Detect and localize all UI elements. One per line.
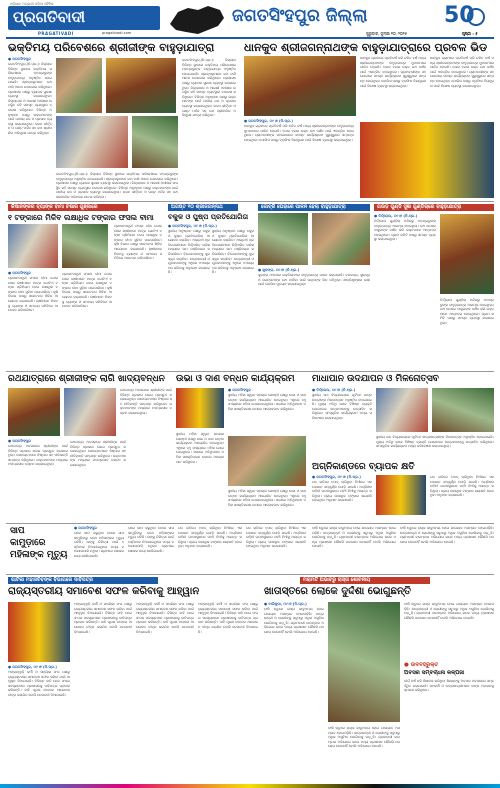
s8-headline: ଉଭା ଓ ଦାଣ ବନ୍ଧନ କାର୍ଯ୍ୟକ୍ରମ bbox=[176, 374, 295, 384]
color-registration-strip bbox=[0, 784, 500, 788]
odisha-map-icon bbox=[168, 4, 226, 36]
s7-headline: ରଥଯାତ୍ରାରେ ଶ୍ରୀଜୀଙ୍କ ଲାଗି ଖାଦ୍ୟବନ୍ଧନ bbox=[8, 374, 165, 384]
s13-body-col3: ବର୍ଷା ଋତୁରେ ରାସ୍ତା କାଦୁଅମୟ ହୋଇ ଯାତାୟାତ ଅସମ୍ଭବ ହୋଇପଡ଼ିଛି। ଛାତ୍ରଛାତ୍ରୀ ଓ ରୋଗୀଙ୍କୁ ସବୁଠାରୁ ଅଧିକ ଅସୁବିଧା ଭୋଗିବାକୁ ପଡ଼ୁଛି। ଗ୍ରାମବାସୀ ବାରମ୍ବାର ଅଭିଯୋଗ କଲେ ମଧ୍ୟ ପ୍ରଶାସନ କୌଣସି ପଦକ୍ଷେପ ନେଉନାହିଁ ବୋଲି ଅଭିଯୋଗ ହୋଇଛି। bbox=[404, 602, 494, 620]
s4-byline: ● ଜଗତସିଂହପୁର, ୦୯।୭ (ନି.ପ୍ର.) bbox=[168, 224, 217, 228]
s9-body-col1: ସ୍ଥାନୀୟ ଉଚ୍ଚ ବିଦ୍ୟାଳୟରେ ପୂର୍ବତନ ଛାତ୍ରଛାତ୍ରୀଙ୍କ ମିଳନୋତ୍ସବ ଅନୁଷ୍ଠିତ ହୋଇଯାଇଛି। ମୁଖ୍ୟ ଅତିଥି ଭାବେ ବିଶିଷ୍ଟ ବ୍ୟକ୍ତି ଯୋଗଦେଇ ଛାତ୍ରମାନଙ୍କୁ ଉତ୍ସାହିତ କରିଥିଲେ। ସାଂସ୍କୃତିକ କାର୍ଯ୍ୟକ୍ରମ ମଧ୍ୟ ପରିବେଷଣ କରାଯାଇଥିଲା। bbox=[312, 393, 372, 420]
s9-photo-students bbox=[432, 388, 494, 432]
s10-byline: ● ଜଗତସିଂହପୁର, ୦୯।୭ (ନି.ପ୍ର.) bbox=[312, 475, 361, 479]
s12-kicker: ପାଟିକା ମହାସଚିବଙ୍କ ବିଭାଗରେ ଦାବିପତ୍ର bbox=[8, 577, 158, 584]
s7-photo-food bbox=[8, 388, 60, 436]
s2-body-col3: ଧାନକୁଦ ଗ୍ରାମରେ ପ୍ରତିବର୍ଷ ପରି ଚଳିତ ବର୍ଷ ମଧ୍ୟ ଶ୍ରୀଜଗନ୍ନାଥଙ୍କ ବାହୁଡ଼ାଯାତ୍ରା ଧୁମଧାମରେ ପାଳିତ ହୋଇଛି। ହଜାର ହଜାର ଭକ୍ତ ରଥ ଦର୍ଶନ ପାଇଁ ଏକତ୍ରିତ ହୋଇଥିଲେ। ଗ୍ରାମବାସୀଙ୍କ ସହଯୋଗରେ ସମସ୍ତ କାର୍ଯ୍ୟକ୍ରମ ସୁରୁଖୁରୁରେ ସମ୍ପନ୍ନ ହୋଇଥିଲା। ପୋଲିସ ପକ୍ଷରୁ ଟ୍ରାଫିକ ନିୟନ୍ତ୍ରଣ ପାଇଁ ବିଶେଷ ବ୍ୟବସ୍ଥା କରାଯାଇଥିଲା। bbox=[244, 124, 354, 142]
s5-body: କୁଜଙ୍ଗ ଅଞ୍ଚଳରେ ଭକ୍ତିଭାବରେ ବାହୁଡ଼ାଯାତ୍ରା ପାଳନ କରାଯାଇଛି। ବଳଭଦ୍ର, ସୁଭଦ୍ରା ଓ ଜଗନ୍ନାଥଙ୍କ ରଥ ଟାଣିବା ପାଇଁ ଭକ୍ତଙ୍କ ଭିଡ ଜମିଥିଲା। ଶାନ୍ତିଶୃଙ୍ଖଳା ରକ୍ଷା ପାଇଁ ପୋଲିସ ମୁତୟନ କରାଯାଇଥିଲା। bbox=[258, 273, 370, 287]
s13-photo-road bbox=[328, 602, 400, 722]
s1-photo-officials bbox=[56, 116, 128, 168]
s13-body-col1: ବର୍ଷା ଋତୁରେ ରାସ୍ତା କାଦୁଅମୟ ହୋଇ ଯାତାୟାତ ଅସମ୍ଭବ ହୋଇପଡ଼ିଛି। ଛାତ୍ରଛାତ୍ରୀ ଓ ରୋଗୀଙ୍କୁ ସବୁଠାରୁ ଅଧିକ ଅସୁବିଧା ଭୋଗିବାକୁ ପଡ଼ୁଛି। ଗ୍ରାମବାସୀ ବାରମ୍ବାର ଅଭିଯୋଗ କଲେ ମଧ୍ୟ ପ୍ରଶାସନ କୌଣସି ପଦକ୍ଷେପ ନେଉନାହିଁ ବୋଲି ଅଭିଯୋଗ ହୋଇଛି। bbox=[264, 607, 324, 634]
s8-body-col3: ସ୍ଥାନୀୟ ମହିଳା ସ୍ୱୟଂ ସହାୟକ ଗୋଷ୍ଠୀ ପକ୍ଷରୁ ଉଭା ଓ ଦାଣ ବନ୍ଧନ କାର୍ଯ୍ୟକ୍ରମ ଆୟୋଜିତ ହୋଇଥିଲା। ଏଥିରେ ବହୁ ସଂଖ୍ୟାରେ ମହିଳା ଯୋଗଦେଇଥିଲେ। ସଭାରେ ଅତିଥିମାନେ ମହିଳା ସଶକ୍ତିକରଣ ଉପରେ ଆଲୋକପାତ କରିଥିଲେ। bbox=[228, 489, 306, 507]
s3-headline: ୧ ଟଙ୍କାରେ ମିଳିବ ଲକ୍ଷାଧିକ ଟଙ୍କାର ଫସଲ ବୀମା bbox=[8, 213, 154, 222]
s12-body-col2: ଅଙ୍ଗନୱାଡ଼ି କର୍ମୀ ଓ ସହାୟିକା ସଂଘ ପକ୍ଷରୁ ରାଜ୍ୟସ୍ତରୀୟ ସମାବେଶ ସଫଳ କରିବା ପାଇଁ ଆହ୍ୱାନ ଦିଆଯାଇଛି। ବିଭିନ୍ନ ଦାବି ନେଇ ସଂଘର ସଦସ୍ୟମାନେ ପ୍ରଶାସନକୁ ଦାବିପତ୍ର ପ୍ରଦାନ କରିଛନ୍ତି। ଦାବି ପୂରଣ ନହେଲେ ଆନ୍ଦୋଳନ ତୀବ୍ର କରାଯିବ ବୋଲି ଚେତାବନୀ ଦିଆଯାଇଛି। bbox=[74, 602, 132, 634]
s13-lead-col2: ବର୍ଷା ଋତୁରେ ରାସ୍ତା କାଦୁଅମୟ ହୋଇ ଯାତାୟାତ ଅସମ୍ଭବ ହୋଇପଡ଼ିଛି। ଛାତ୍ରଛାତ୍ରୀ ଓ ରୋଗୀଙ୍କୁ ସବୁଠାରୁ ଅଧିକ ଅସୁବିଧା ଭୋଗିବାକୁ ପଡ଼ୁଛି। ଗ୍ରାମବାସୀ ବାରମ୍ବାର ଅଭିଯୋଗ କଲେ ମଧ୍ୟ ପ୍ରଶାସନ କୌଣସି ପଦକ୍ଷେପ ନେଉନାହିଁ ବୋଲି ଅଭିଯୋଗ ହୋଇଛି। bbox=[400, 526, 494, 544]
s12-body-col4: ଅଙ୍ଗନୱାଡ଼ି କର୍ମୀ ଓ ସହାୟିକା ସଂଘ ପକ୍ଷରୁ ରାଜ୍ୟସ୍ତରୀୟ ସମାବେଶ ସଫଳ କରିବା ପାଇଁ ଆହ୍ୱାନ ଦିଆଯାଇଛି। ବିଭିନ୍ନ ଦାବି ନେଇ ସଂଘର ସଦସ୍ୟମାନେ ପ୍ରଶାସନକୁ ଦାବିପତ୍ର ପ୍ରଦାନ କରିଛନ୍ତି। ଦାବି ପୂରଣ ନହେଲେ ଆନ୍ଦୋଳନ ତୀବ୍ର କରାଯିବ ବୋଲି ଚେତାବନୀ ଦିଆଯାଇଛି। bbox=[198, 602, 258, 634]
s4-body-col2: ସ୍ଥାନୀୟ ଅନୁଷ୍ଠାନ ପକ୍ଷରୁ ବକୁଳ ଓ ପୁଷ୍ପ ପ୍ରତିଯୋଗିତା ଆୟୋଜନ କରାଯିବ। ଆଗ୍ରହୀ ପ୍ରତିଯୋଗୀମାନେ ନିର୍ଦ୍ଧାରିତ ତାରିଖ ମଧ୍ୟରେ ନାମ ପଞ୍ଜିକରଣ କରିପାରିବେ। ବିଜେତାମାନଙ୍କୁ ପୁରସ୍କୃତ କରାଯିବ। ଛାତ୍ରଛାତ୍ରୀ ଓ ଯୁବକମାନଙ୍କୁ ଏଥିରେ ଅଂଶଗ୍ରହଣ କରିବାକୁ ଅନୁରୋଧ କରାଯାଇଛି। bbox=[212, 229, 254, 275]
s1-body-col2: ଜଗତସିଂହପୁର,(ନି.ପ୍ର.): ଜିଲ୍ଲାର ବିଭିନ୍ନ ସ୍ଥାନରେ ଭକ୍ତିମୟ ପରିବେଶରେ ମହାପ୍ରଭୁଙ୍କ ବାହୁଡ଼ାଯାତ୍ରା ଅନୁଷ୍ଠିତ ହୋଇଯାଇଛି। ଶ୍ରଦ୍ଧାଳୁମାନେ ରଥ ଟାଣି ଆନନ୍ଦ ଉପଭୋଗ କରିଥିଲେ। ପ୍ରଶାସନ ପକ୍ଷରୁ ବ୍ୟାପକ ସୁରକ୍ଷା ବ୍ୟବସ୍ଥା କରାଯାଇଥିଲା। ଜିଲ୍ଲାପାଳ ଓ ଆରକ୍ଷୀ ଅଧୀକ୍ଷକ ଉପସ୍ଥିତ ରହି ସମସ୍ତ ବ୍ୟବସ୍ଥାର ତଦାରଖ କରିଥିଲେ। ବିଭିନ୍ନ ଅନୁଷ୍ଠାନ ପକ୍ଷରୁ ଭକ୍ତମାନଙ୍କ ପାଇଁ ପାନୀୟ ଜଳ ଓ ପ୍ରସାଦ ବ୍ୟବସ୍ଥା କରାଯାଇଥିଲା। ଭଜନ କୀର୍ତ୍ତନ ଓ ଘଣ୍ଟ ମର୍ଦ୍ଦଳ ସହ ରଥ ଶ୍ରୀମନ୍ଦିର ଅଭିମୁଖେ ଯାତ୍ରା କରିଥିଲା। bbox=[182, 58, 236, 118]
s3-photo-field bbox=[62, 224, 108, 268]
s2-headline: ଧାନକୁଦ ଶ୍ରୀଜଗନ୍ନାଥଙ୍କ ବାହୁଡ଼ାଯାତ୍ରାରେ ପ୍ରବଳ ଭିଡ bbox=[244, 41, 488, 54]
s12-byline: ● ଜଗତସିଂହପୁର, ୦୯।୭ (ନି.ପ୍ର.) bbox=[8, 665, 57, 669]
dateline: ଗୁରୁବାର, ଜୁଲାଇ ୧୦, ୨୦୨୫ bbox=[366, 31, 407, 36]
masthead-divider bbox=[6, 37, 494, 39]
s3-kicker: କିଷାନଙ୍କର ବ୍ୟାଙ୍କ ବାମା ଚଷାର ଗୁଞ୍ଜାରେ bbox=[8, 204, 128, 211]
masthead-logo-text: ପ୍ରଗତିବାଦୀ bbox=[13, 8, 86, 26]
s8-body-col1: ସ୍ଥାନୀୟ ମହିଳା ସ୍ୱୟଂ ସହାୟକ ଗୋଷ୍ଠୀ ପକ୍ଷରୁ ଉଭା ଓ ଦାଣ ବନ୍ଧନ କାର୍ଯ୍ୟକ୍ରମ ଆୟୋଜିତ ହୋଇଥିଲା। ଏଥିରେ ବହୁ ସଂଖ୍ୟାରେ ମହିଳା ଯୋଗଦେଇଥିଲେ। ସଭାରେ ଅତିଥିମାନେ ମହିଳା ସଶକ୍ତିକରଣ ଉପରେ ଆଲୋକପାତ କରିଥିଲେ। bbox=[228, 393, 306, 411]
s10-body-col1: ଗତ ରାତିରେ ହଠାତ୍ ଲାଗିଥିବା ନିଆଁରେ ଏକ ଦୋକାନ ସମ୍ପୂର୍ଣ୍ଣ ପୋଡ଼ି ଯାଇଛି। ଅଗ୍ନିଶମ ବାହିନୀ ଘଟଣାସ୍ଥଳରେ ପହଞ୍ଚି ନିଆଁକୁ ଆୟତ୍ତ କରିଥିଲା। ପ୍ରାୟ ଲକ୍ଷାଧିକ ଟଙ୍କାର କ୍ଷୟକ୍ଷତି ହୋଇଥିବା ଅନୁମାନ କରାଯାଉଛି। bbox=[312, 480, 372, 503]
s3-byline: ● ଜଗତସିଂହପୁର bbox=[8, 271, 31, 275]
s4-headline: ବକୁଳ ଓ ପୁଷ୍ପ ପ୍ରତିଯୋଗିତା bbox=[168, 213, 249, 221]
s1-body-col1: ଜଗତସିଂହପୁର,(ନି.ପ୍ର.): ଜିଲ୍ଲାର ବିଭିନ୍ନ ସ୍ଥାନରେ ଭକ୍ତିମୟ ପରିବେଶରେ ମହାପ୍ରଭୁଙ୍କ ବାହୁଡ଼ାଯାତ୍ରା ଅନୁଷ୍ଠିତ ହୋଇଯାଇଛି। ଶ୍ରଦ୍ଧାଳୁମାନେ ରଥ ଟାଣି ଆନନ୍ଦ ଉପଭୋଗ କରିଥିଲେ। ପ୍ରଶାସନ ପକ୍ଷରୁ ବ୍ୟାପକ ସୁରକ୍ଷା ବ୍ୟବସ୍ଥା କରାଯାଇଥିଲା। ଜିଲ୍ଲାପାଳ ଓ ଆରକ୍ଷୀ ଅଧୀକ୍ଷକ ଉପସ୍ଥିତ ରହି ସମସ୍ତ ବ୍ୟବସ୍ଥାର ତଦାରଖ କରିଥିଲେ। ବିଭିନ୍ନ ଅନୁଷ୍ଠାନ ପକ୍ଷରୁ ଭକ୍ତମାନଙ୍କ ପାଇଁ ପାନୀୟ ଜଳ ଓ ପ୍ରସାଦ ବ୍ୟବସ୍ଥା କରାଯାଇଥିଲା। ଭଜନ କୀର୍ତ୍ତନ ଓ ଘଣ୍ଟ ମର୍ଦ୍ଦଳ ସହ ରଥ ଶ୍ରୀମନ୍ଦିର ଅଭିମୁଖେ ଯାତ୍ରା କରିଥିଲା। bbox=[8, 62, 52, 135]
s2-body-col2: ଧାନକୁଦ ଗ୍ରାମରେ ପ୍ରତିବର୍ଷ ପରି ଚଳିତ ବର୍ଷ ମଧ୍ୟ ଶ୍ରୀଜଗନ୍ନାଥଙ୍କ ବାହୁଡ଼ାଯାତ୍ରା ଧୁମଧାମରେ ପାଳିତ ହୋଇଛି। ହଜାର ହଜାର ଭକ୍ତ ରଥ ଦର୍ଶନ ପାଇଁ ଏକତ୍ରିତ ହୋଇଥିଲେ। ଗ୍ରାମବାସୀଙ୍କ ସହଯୋଗରେ ସମସ୍ତ କାର୍ଯ୍ୟକ୍ରମ ସୁରୁଖୁରୁରେ ସମ୍ପନ୍ନ ହୋଇଥିଲା। ପୋଲିସ ପକ୍ଷରୁ ଟ୍ରାଫିକ ନିୟନ୍ତ୍ରଣ ପାଇଁ ବିଶେଷ ବ୍ୟବସ୍ଥା କରାଯାଇଥିଲା। bbox=[430, 56, 494, 88]
s4-body-col1: ସ୍ଥାନୀୟ ଅନୁଷ୍ଠାନ ପକ୍ଷରୁ ବକୁଳ ଓ ପୁଷ୍ପ ପ୍ରତିଯୋଗିତା ଆୟୋଜନ କରାଯିବ। ଆଗ୍ରହୀ ପ୍ରତିଯୋଗୀମାନେ ନିର୍ଦ୍ଧାରିତ ତାରିଖ ମଧ୍ୟରେ ନାମ ପଞ୍ଜିକରଣ କରିପାରିବେ। ବିଜେତାମାନଙ୍କୁ ପୁରସ୍କୃତ କରାଯିବ। ଛାତ୍ରଛାତ୍ରୀ ଓ ଯୁବକମାନଙ୍କୁ ଏଥିରେ ଅଂଶଗ୍ରହଣ କରିବାକୁ ଅନୁରୋଧ କରାଯାଇଛି। bbox=[168, 229, 210, 275]
s10-continued-col2: ଗତ ରାତିରେ ହଠାତ୍ ଲାଗିଥିବା ନିଆଁରେ ଏକ ଦୋକାନ ସମ୍ପୂର୍ଣ୍ଣ ପୋଡ଼ି ଯାଇଛି। ଅଗ୍ନିଶମ ବାହିନୀ ଘଟଣାସ୍ଥଳରେ ପହଞ୍ଚି ନିଆଁକୁ ଆୟତ୍ତ କରିଥିଲା। ପ୍ରାୟ ଲକ୍ଷାଧିକ ଟଙ୍କାର କ୍ଷୟକ୍ଷତି ହୋଇଥିବା ଅନୁମାନ କରାଯାଉଛି। bbox=[246, 526, 306, 549]
s1-photo-devotees bbox=[132, 116, 178, 168]
s11-headline-l2: କାମୁଡ଼ାରେ bbox=[10, 538, 46, 548]
s9-headline: ମାଧାପାନ ଉଦଯାପନ ଓ ମିଳନୋତ୍ସବ bbox=[312, 374, 439, 384]
row3-divider bbox=[6, 523, 494, 524]
s11-headline-l3: ମହିଳାଙ୍କ ମୃତ୍ୟୁ bbox=[10, 550, 68, 560]
row2-divider bbox=[6, 371, 494, 372]
s13-kicker: ମରାମତି ଅଭାବରୁ ରାସ୍ତା ଶୋଚନୀୟ bbox=[300, 577, 430, 584]
s14-body: ଦୀର୍ଘ ବର୍ଷ ଧରି ଶିକ୍ଷକତା କରିଥିବା ଶିକ୍ଷକଙ୍କୁ ଅବସର ଅବସରରେ ସମ୍ବର୍ଦ୍ଧିତ କରାଯାଇଛି। ସହକର୍ମୀ ଓ ଛାତ୍ରଛାତ୍ରୀମାନେ ତାଙ୍କ ଅବଦାନକୁ ସ୍ମରଣ କରିଥିଲେ। bbox=[404, 679, 494, 693]
s11-body-col2: ଘରେ କାମ କରୁଥିବା ବେଳେ ସାପ କାମୁଡ଼ିବାରୁ ଜଣେ ମହିଳାଙ୍କର ମୃତ୍ୟୁ ଘଟିଛି। ତାଙ୍କୁ ଚିକିତ୍ସା ପାଇଁ ହସ୍ପିଟାଲ ନିଆଯାଇଥିଲେ ମଧ୍ୟ ବଞ୍ଚାଯାଇପାରି ନଥିଲା। ଗ୍ରାମରେ ଶୋକର ଛାୟା ଖେଳିଯାଇଛି। bbox=[128, 526, 174, 553]
s6-byline: ● ତିର୍ତ୍ତୋଲ, ୦୯।୭ (ନି.ପ୍ର.) bbox=[374, 214, 418, 218]
s8-body-col2: ସ୍ଥାନୀୟ ମହିଳା ସ୍ୱୟଂ ସହାୟକ ଗୋଷ୍ଠୀ ପକ୍ଷରୁ ଉଭା ଓ ଦାଣ ବନ୍ଧନ କାର୍ଯ୍ୟକ୍ରମ ଆୟୋଜିତ ହୋଇଥିଲା। ଏଥିରେ ବହୁ ସଂଖ୍ୟାରେ ମହିଳା ଯୋଗଦେଇଥିଲେ। ସଭାରେ ଅତିଥିମାନେ ମହିଳା ସଶକ୍ତିକରଣ ଉପରେ ଆଲୋକପାତ କରିଥିଲେ। bbox=[176, 432, 224, 464]
s1-body-col3: ଜଗତସିଂହପୁର,(ନି.ପ୍ର.): ଜିଲ୍ଲାର ବିଭିନ୍ନ ସ୍ଥାନରେ ଭକ୍ତିମୟ ପରିବେଶରେ ମହାପ୍ରଭୁଙ୍କ ବାହୁଡ଼ାଯାତ୍ରା ଅନୁଷ୍ଠିତ ହୋଇଯାଇଛି। ଶ୍ରଦ୍ଧାଳୁମାନେ ରଥ ଟାଣି ଆନନ୍ଦ ଉପଭୋଗ କରିଥିଲେ। ପ୍ରଶାସନ ପକ୍ଷରୁ ବ୍ୟାପକ ସୁରକ୍ଷା ବ୍ୟବସ୍ଥା କରାଯାଇଥିଲା। ଜିଲ୍ଲାପାଳ ଓ ଆରକ୍ଷୀ ଅଧୀକ୍ଷକ ଉପସ୍ଥିତ ରହି ସମସ୍ତ ବ୍ୟବସ୍ଥାର ତଦାରଖ କରିଥିଲେ। ବିଭିନ୍ନ ଅନୁଷ୍ଠାନ ପକ୍ଷରୁ ଭକ୍ତମାନଙ୍କ ପାଇଁ ପାନୀୟ ଜଳ ଓ ପ୍ରସାଦ ବ୍ୟବସ୍ଥା କରାଯାଇଥିଲା। ଭଜନ କୀର୍ତ୍ତନ ଓ ଘଣ୍ଟ ମର୍ଦ୍ଦଳ ସହ ରଥ ଶ୍ରୀମନ୍ଦିର ଅଭିମୁଖେ ଯାତ୍ରା କରିଥିଲା। bbox=[56, 172, 178, 198]
s7-photo-people bbox=[64, 388, 116, 436]
s5-photo-temple bbox=[258, 213, 308, 265]
s13-body-col2: ବର୍ଷା ଋତୁରେ ରାସ୍ତା କାଦୁଅମୟ ହୋଇ ଯାତାୟାତ ଅସମ୍ଭବ ହୋଇପଡ଼ିଛି। ଛାତ୍ରଛାତ୍ରୀ ଓ ରୋଗୀଙ୍କୁ ସବୁଠାରୁ ଅଧିକ ଅସୁବିଧା ଭୋଗିବାକୁ ପଡ଼ୁଛି। ଗ୍ରାମବାସୀ ବାରମ୍ବାର ଅଭିଯୋଗ କଲେ ମଧ୍ୟ ପ୍ରଶାସନ କୌଣସି ପଦକ୍ଷେପ ନେଉନାହିଁ ବୋଲି ଅଭିଯୋଗ ହୋଇଛି। bbox=[328, 726, 400, 749]
s13-headline: ଖାତାସ୍ତରେ ଲୋକେ ଦୁର୍ଦ୍ଦଶା ଭୋଗୁଛନ୍ତି bbox=[264, 586, 411, 597]
s9-photo-stage bbox=[376, 388, 428, 432]
s9-byline: ● ତିର୍ତ୍ତୋଲ, ୦୯।୭ (ନି.ପ୍ର.) bbox=[312, 388, 356, 392]
s7-body-col3: ରଥଯାତ୍ରା ଅବସରରେ ଶ୍ରୀଜୀଙ୍କ ପାଇଁ ବିଭିନ୍ନ ପ୍ରକାର ଭୋଗ ପ୍ରସ୍ତୁତ କରାଯାଇଥିଲା। ସେବାୟତମାନେ ନିଷ୍ଠାର ସହ ନୀତିକାନ୍ତି ସମ୍ପନ୍ନ କରିଥିଲେ। ଭକ୍ତମାନଙ୍କ ମଧ୍ୟରେ ମହାପ୍ରସାଦ ବଣ୍ଟନ କରାଯାଇଥିଲା। bbox=[120, 388, 172, 415]
s11-body-col1: ଘରେ କାମ କରୁଥିବା ବେଳେ ସାପ କାମୁଡ଼ିବାରୁ ଜଣେ ମହିଳାଙ୍କର ମୃତ୍ୟୁ ଘଟିଛି। ତାଙ୍କୁ ଚିକିତ୍ସା ପାଇଁ ହସ୍ପିଟାଲ ନିଆଯାଇଥିଲେ ମଧ୍ୟ ବଞ୍ଚାଯାଇପାରି ନଥିଲା। ଗ୍ରାମରେ ଶୋକର ଛାୟା ଖେଳିଯାଇଛି। bbox=[74, 531, 124, 558]
s11-byline: ● ଜଗତସିଂହପୁର bbox=[74, 526, 97, 530]
s7-body-col2: ରଥଯାତ୍ରା ଅବସରରେ ଶ୍ରୀଜୀଙ୍କ ପାଇଁ ବିଭିନ୍ନ ପ୍ରକାର ଭୋଗ ପ୍ରସ୍ତୁତ କରାଯାଇଥିଲା। ସେବାୟତମାନେ ନିଷ୍ଠାର ସହ ନୀତିକାନ୍ତି ସମ୍ପନ୍ନ କରିଥିଲେ। ଭକ୍ତମାନଙ୍କ ମଧ୍ୟରେ ମହାପ୍ରସାଦ ବଣ୍ଟନ କରାଯାଇଥିଲା। bbox=[70, 440, 126, 467]
s7-byline: ● ଜଗତସିଂହପୁର bbox=[8, 439, 31, 443]
s2-byline: ● ଜଗତସିଂହପୁର, ୦୯।୭ (ନି.ପ୍ର.) bbox=[244, 119, 293, 123]
s1-photo-chariot bbox=[106, 58, 176, 113]
s10-continued-col1: ଗତ ରାତିରେ ହଠାତ୍ ଲାଗିଥିବା ନିଆଁରେ ଏକ ଦୋକାନ ସମ୍ପୂର୍ଣ୍ଣ ପୋଡ଼ି ଯାଇଛି। ଅଗ୍ନିଶମ ବାହିନୀ ଘଟଣାସ୍ଥଳରେ ପହଞ୍ଚି ନିଆଁକୁ ଆୟତ୍ତ କରିଥିଲା। ପ୍ରାୟ ଲକ୍ଷାଧିକ ଟଙ୍କାର କ୍ଷୟକ୍ଷତି ହୋଇଥିବା ଅନୁମାନ କରାଯାଉଛି। bbox=[178, 526, 242, 549]
s1-photo-procession bbox=[56, 58, 102, 113]
s2-body-col1: ଧାନକୁଦ ଗ୍ରାମରେ ପ୍ରତିବର୍ଷ ପରି ଚଳିତ ବର୍ଷ ମଧ୍ୟ ଶ୍ରୀଜଗନ୍ନାଥଙ୍କ ବାହୁଡ଼ାଯାତ୍ରା ଧୁମଧାମରେ ପାଳିତ ହୋଇଛି। ହଜାର ହଜାର ଭକ୍ତ ରଥ ଦର୍ଶନ ପାଇଁ ଏକତ୍ରିତ ହୋଇଥିଲେ। ଗ୍ରାମବାସୀଙ୍କ ସହଯୋଗରେ ସମସ୍ତ କାର୍ଯ୍ୟକ୍ରମ ସୁରୁଖୁରୁରେ ସମ୍ପନ୍ନ ହୋଇଥିଲା। ପୋଲିସ ପକ୍ଷରୁ ଟ୍ରାଫିକ ନିୟନ୍ତ୍ରଣ ପାଇଁ ବିଶେଷ ବ୍ୟବସ୍ଥା କରାଯାଇଥିଲା। bbox=[360, 56, 426, 88]
masthead bbox=[0, 0, 500, 40]
page-number: ପୃଷ୍ଠା : ୫ bbox=[462, 31, 478, 36]
s14-headline-l1: ● ଉଦବହିରୁକ୍ତ bbox=[404, 662, 439, 668]
s3-photo-meeting bbox=[8, 224, 58, 268]
anniversary-ring-icon bbox=[466, 7, 486, 27]
row1-divider bbox=[6, 201, 494, 202]
s10-headline: ଅଗ୍ନିକାଣ୍ଡରେ ବ୍ୟାପକ କ୍ଷତି bbox=[312, 462, 415, 472]
anniversary-number: 50 bbox=[444, 3, 475, 28]
row4-divider bbox=[6, 574, 494, 575]
anniversary-badge bbox=[440, 4, 490, 28]
s10-body-col2: ଗତ ରାତିରେ ହଠାତ୍ ଲାଗିଥିବା ନିଆଁରେ ଏକ ଦୋକାନ ସମ୍ପୂର୍ଣ୍ଣ ପୋଡ଼ି ଯାଇଛି। ଅଗ୍ନିଶମ ବାହିନୀ ଘଟଣାସ୍ଥଳରେ ପହଞ୍ଚି ନିଆଁକୁ ଆୟତ୍ତ କରିଥିଲା। ପ୍ରାୟ ଲକ୍ଷାଧିକ ଟଙ୍କାର କ୍ଷୟକ୍ଷତି ହୋଇଥିବା ଅନୁମାନ କରାଯାଉଛି। bbox=[430, 475, 494, 498]
s6-kicker: ଗଉଡ଼ ଗୁଣ୍ଡି ସୁଜ୍ଞା ଗୁଣ୍ଡିଚାରେ ବାହୁଡ଼ାଯାତ୍ରା bbox=[374, 204, 494, 211]
district-title: ଜଗତସିଂହପୁର ଜିଲ୍ଲା bbox=[232, 6, 368, 26]
masthead-logo-sub: PRAGATIVADI bbox=[38, 31, 74, 36]
s4-kicker: ଅଗଷ୍ଟ ୧୦ ଶ୍ରୀଜଗନ୍ନାଥ bbox=[168, 204, 238, 211]
s5-photo-crowd bbox=[312, 213, 370, 265]
s2-photo-chariot bbox=[244, 56, 356, 116]
s8-photo-women bbox=[228, 436, 306, 486]
s13-lead-col1: ବର୍ଷା ଋତୁରେ ରାସ୍ତା କାଦୁଅମୟ ହୋଇ ଯାତାୟାତ ଅସମ୍ଭବ ହୋଇପଡ଼ିଛି। ଛାତ୍ରଛାତ୍ରୀ ଓ ରୋଗୀଙ୍କୁ ସବୁଠାରୁ ଅଧିକ ଅସୁବିଧା ଭୋଗିବାକୁ ପଡ଼ୁଛି। ଗ୍ରାମବାସୀ ବାରମ୍ବାର ଅଭିଯୋଗ କଲେ ମଧ୍ୟ ପ୍ରଶାସନ କୌଣସି ପଦକ୍ଷେପ ନେଉନାହିଁ ବୋଲି ଅଭିଯୋଗ ହୋଇଛି। bbox=[312, 526, 396, 549]
s8-byline: ● ଜଗତସିଂହପୁର bbox=[228, 388, 251, 392]
s12-headline: ରାଜ୍ୟସ୍ତରୀୟ ସମାବେଶ ସଫଳ କରିବାକୁ ଆହ୍ୱାନ bbox=[8, 586, 200, 597]
s6-body-col2: ତିର୍ତ୍ତୋଲ ଗୁଣ୍ଡିଚା ମନ୍ଦିରରୁ ମହାପ୍ରଭୁଙ୍କ ବାହୁଡ଼ାଯାତ୍ରା ଆରମ୍ଭ ହୋଇଥିଲା। ରଥ ଉପରେ ଠାକୁରଙ୍କ ଦର୍ଶନ କରି ଭକ୍ତମାନେ ଆତ୍ମହରା ହୋଇଥିଲେ। ଗ୍ରାମ କମିଟି ପକ୍ଷରୁ ସମସ୍ତ ବ୍ୟବସ୍ଥା କରାଯାଇଥିଲା। bbox=[440, 298, 494, 325]
masthead-tagline: ଓଡ଼ିଶାର ଅଗ୍ରଣୀ ଓଡ଼ିଆ ଦୈନିକ bbox=[10, 2, 54, 6]
s2-photo-crowd bbox=[360, 122, 494, 198]
s6-photo-deity bbox=[440, 214, 494, 294]
s3-body-col1: ପ୍ରଧାନମନ୍ତ୍ରୀ ଫସଲ ବୀମା ଯୋଜନାରେ ଚାଷୀମାନେ ମାତ୍ର ଗୋଟିଏ ଟଙ୍କା ପ୍ରିମିୟମ ଦେଇ ଲକ୍ଷାଧିକ ଟଙ୍କାର ବୀମା ସୁବିଧା ପାଇପାରିବେ। କୃଷି ବିଭାଗ ପକ୍ଷରୁ ସଚେତନତା ଶିବିର ଆୟୋଜନ କରାଯାଉଛି। ଚାଷୀମାନେ ନିକଟସ୍ଥ ବ୍ୟାଙ୍କ ଓ ସମବାୟ ସମିତିରେ ଆବେଦନ କରିପାରିବେ। bbox=[8, 276, 58, 313]
s12-body-col3: ଅଙ୍ଗନୱାଡ଼ି କର୍ମୀ ଓ ସହାୟିକା ସଂଘ ପକ୍ଷରୁ ରାଜ୍ୟସ୍ତରୀୟ ସମାବେଶ ସଫଳ କରିବା ପାଇଁ ଆହ୍ୱାନ ଦିଆଯାଇଛି। ବିଭିନ୍ନ ଦାବି ନେଇ ସଂଘର ସଦସ୍ୟମାନେ ପ୍ରଶାସନକୁ ଦାବିପତ୍ର ପ୍ରଦାନ କରିଛନ୍ତି। ଦାବି ପୂରଣ ନହେଲେ ଆନ୍ଦୋଳନ ତୀବ୍ର କରାଯିବ ବୋଲି ଚେତାବନୀ ଦିଆଯାଇଛି। bbox=[136, 602, 194, 634]
s12-photo-rally bbox=[8, 602, 70, 662]
masthead-website: pragativadi.com bbox=[102, 31, 132, 35]
s5-byline: ● କୁଜଙ୍ଗ, ୦୯।୭ (ନି.ପ୍ର.) bbox=[258, 268, 300, 272]
s9-body-col2: ସ୍ଥାନୀୟ ଉଚ୍ଚ ବିଦ୍ୟାଳୟରେ ପୂର୍ବତନ ଛାତ୍ରଛାତ୍ରୀଙ୍କ ମିଳନୋତ୍ସବ ଅନୁଷ୍ଠିତ ହୋଇଯାଇଛି। ମୁଖ୍ୟ ଅତିଥି ଭାବେ ବିଶିଷ୍ଟ ବ୍ୟକ୍ତି ଯୋଗଦେଇ ଛାତ୍ରମାନଙ୍କୁ ଉତ୍ସାହିତ କରିଥିଲେ। ସାଂସ୍କୃତିକ କାର୍ଯ୍ୟକ୍ରମ ମଧ୍ୟ ପରିବେଷଣ କରାଯାଇଥିଲା। bbox=[376, 435, 494, 449]
s3-body-col3: ପ୍ରଧାନମନ୍ତ୍ରୀ ଫସଲ ବୀମା ଯୋଜନାରେ ଚାଷୀମାନେ ମାତ୍ର ଗୋଟିଏ ଟଙ୍କା ପ୍ରିମିୟମ ଦେଇ ଲକ୍ଷାଧିକ ଟଙ୍କାର ବୀମା ସୁବିଧା ପାଇପାରିବେ। କୃଷି ବିଭାଗ ପକ୍ଷରୁ ସଚେତନତା ଶିବିର ଆୟୋଜନ କରାଯାଉଛି। ଚାଷୀମାନେ ନିକଟସ୍ଥ ବ୍ୟାଙ୍କ ଓ ସମବାୟ ସମିତିରେ ଆବେଦନ କରିପାରିବେ। bbox=[114, 224, 162, 261]
s5-kicker: ଜୋବ୍ରି ଘେରାରେ ପାଳନ ହେଲା ବାହୁଡ଼ାଯାତ୍ରା bbox=[258, 204, 370, 211]
s14-headline-l2: ଅବସର ସମ୍ବର୍ଦ୍ଧନା କଳ୍ପଜା bbox=[404, 670, 465, 676]
s8-photo-gathering bbox=[176, 388, 224, 428]
s1-byline: ● ଜଗତସିଂହପୁର bbox=[8, 57, 31, 61]
s11-headline-l1: ସାପ bbox=[10, 526, 25, 536]
s7-body-col1: ରଥଯାତ୍ରା ଅବସରରେ ଶ୍ରୀଜୀଙ୍କ ପାଇଁ ବିଭିନ୍ନ ପ୍ରକାର ଭୋଗ ପ୍ରସ୍ତୁତ କରାଯାଇଥିଲା। ସେବାୟତମାନେ ନିଷ୍ଠାର ସହ ନୀତିକାନ୍ତି ସମ୍ପନ୍ନ କରିଥିଲେ। ଭକ୍ତମାନଙ୍କ ମଧ୍ୟରେ ମହାପ୍ରସାଦ ବଣ୍ଟନ କରାଯାଇଥିଲା। bbox=[8, 444, 68, 467]
s10-photo-fire bbox=[376, 475, 426, 515]
s13-byline: ● ବାଲିକୁଦା, ୦୯।୭ (ନି.ପ୍ର.) bbox=[264, 602, 307, 606]
s3-body-col2: ପ୍ରଧାନମନ୍ତ୍ରୀ ଫସଲ ବୀମା ଯୋଜନାରେ ଚାଷୀମାନେ ମାତ୍ର ଗୋଟିଏ ଟଙ୍କା ପ୍ରିମିୟମ ଦେଇ ଲକ୍ଷାଧିକ ଟଙ୍କାର ବୀମା ସୁବିଧା ପାଇପାରିବେ। କୃଷି ବିଭାଗ ପକ୍ଷରୁ ସଚେତନତା ଶିବିର ଆୟୋଜନ କରାଯାଉଛି। ଚାଷୀମାନେ ନିକଟସ୍ଥ ବ୍ୟାଙ୍କ ଓ ସମବାୟ ସମିତିରେ ଆବେଦନ କରିପାରିବେ। bbox=[62, 272, 112, 309]
s6-body-col1: ତିର୍ତ୍ତୋଲ ଗୁଣ୍ଡିଚା ମନ୍ଦିରରୁ ମହାପ୍ରଭୁଙ୍କ ବାହୁଡ଼ାଯାତ୍ରା ଆରମ୍ଭ ହୋଇଥିଲା। ରଥ ଉପରେ ଠାକୁରଙ୍କ ଦର୍ଶନ କରି ଭକ୍ତମାନେ ଆତ୍ମହରା ହୋଇଥିଲେ। ଗ୍ରାମ କମିଟି ପକ୍ଷରୁ ସମସ୍ତ ବ୍ୟବସ୍ଥା କରାଯାଇଥିଲା। bbox=[374, 219, 436, 242]
masthead-logo bbox=[8, 6, 160, 30]
s1-headline: ଭକ୍ତିମୟ ପରିବେଶରେ ଶ୍ରୀଜୀଙ୍କ ବାହୁଡ଼ାଯାତ୍ରା bbox=[8, 41, 215, 54]
s12-body-col1: ଅଙ୍ଗନୱାଡ଼ି କର୍ମୀ ଓ ସହାୟିକା ସଂଘ ପକ୍ଷରୁ ରାଜ୍ୟସ୍ତରୀୟ ସମାବେଶ ସଫଳ କରିବା ପାଇଁ ଆହ୍ୱାନ ଦିଆଯାଇଛି। ବିଭିନ୍ନ ଦାବି ନେଇ ସଂଘର ସଦସ୍ୟମାନେ ପ୍ରଶାସନକୁ ଦାବିପତ୍ର ପ୍ରଦାନ କରିଛନ୍ତି। ଦାବି ପୂରଣ ନହେଲେ ଆନ୍ଦୋଳନ ତୀବ୍ର କରାଯିବ ବୋଲି ଚେତାବନୀ ଦିଆଯାଇଛି। bbox=[8, 670, 70, 697]
